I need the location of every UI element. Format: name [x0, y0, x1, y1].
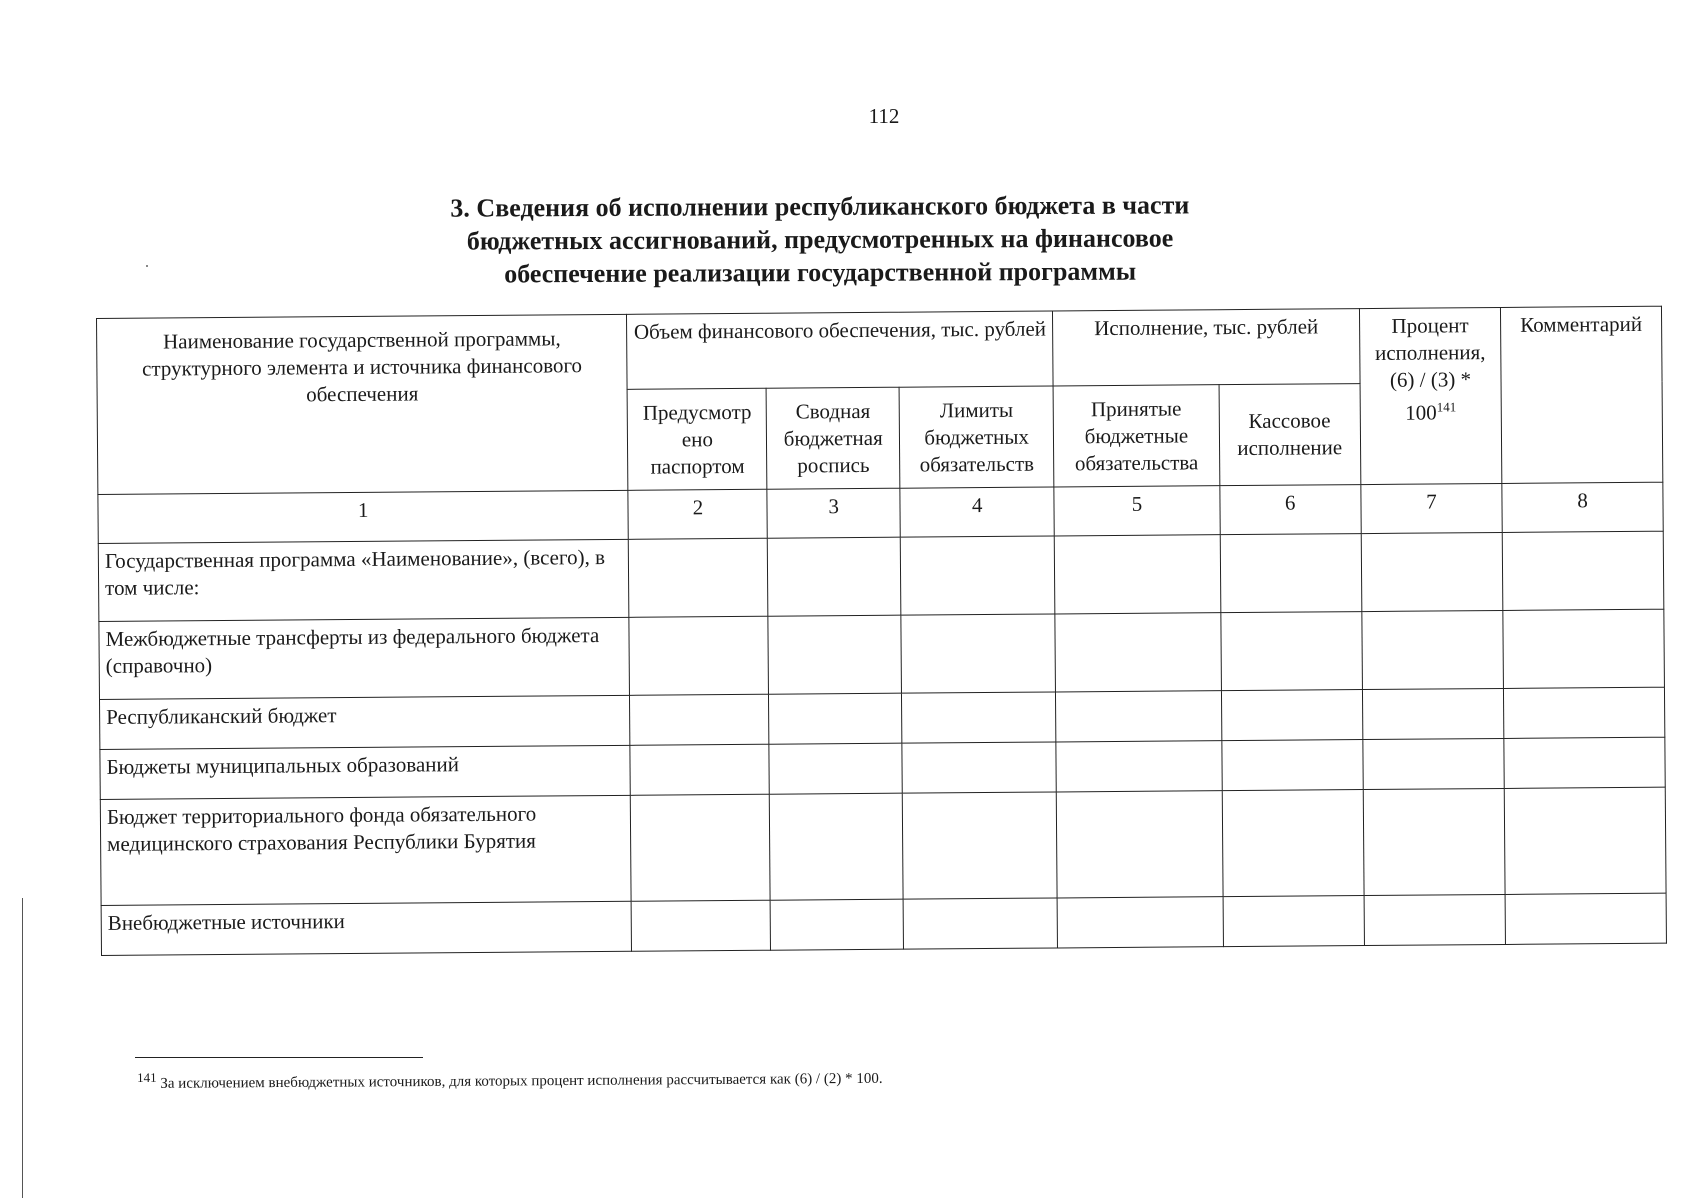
footnote-number: 141: [137, 1069, 157, 1085]
table-cell: [1364, 894, 1506, 945]
footnote: [137, 1065, 883, 1093]
table-cell: [769, 693, 902, 744]
column-number: 1: [98, 490, 629, 543]
table-cell: [902, 742, 1057, 793]
column-number: 2: [628, 489, 767, 539]
table-cell: [768, 615, 901, 694]
table-cell: [771, 899, 904, 950]
table-cell: [1056, 691, 1222, 742]
header-sub-limits: Лимиты бюджетных обязательств: [899, 386, 1054, 488]
column-number: 8: [1502, 482, 1663, 532]
budget-execution-table: [96, 306, 1667, 956]
table-cell: [1057, 897, 1223, 948]
table-cell: [1504, 787, 1666, 894]
budget-table-wrapper: [96, 306, 1667, 956]
table-cell: [1056, 741, 1222, 792]
scan-speck: [146, 265, 148, 267]
table-cell: [630, 694, 769, 745]
footnote-divider: [135, 1057, 423, 1058]
table-cell: [1363, 738, 1505, 789]
header-sub-summary: Сводная бюджетная роспись: [767, 387, 900, 489]
header-volume-group: Объем финансового обеспечения, тыс. рублей: [627, 311, 1054, 389]
table-cell: [631, 900, 770, 951]
table-cell: [1055, 613, 1221, 692]
table-cell: [1504, 687, 1665, 738]
page-number: 112: [868, 104, 900, 128]
table-cell: [1505, 893, 1666, 944]
table-cell: [1220, 612, 1362, 691]
row-label: Внебюджетные источники: [101, 901, 632, 955]
header-sub-accepted: Принятые бюджетные обязательства: [1053, 385, 1219, 487]
column-number: 3: [767, 488, 900, 538]
row-label: Республиканский бюджет: [99, 695, 630, 749]
table-cell: [1361, 532, 1503, 611]
table-cell: [1502, 531, 1663, 610]
table-cell: [768, 537, 901, 616]
section-title-line-1: 3. Сведения об исполнении республиканского бюджета в части: [450, 190, 1190, 223]
header-comment-col: Комментарий: [1501, 306, 1663, 483]
section-title-line-3: обеспечение реализации государственной программы: [504, 256, 1137, 289]
row-label: Межбюджетные трансферты из федерального бюджета (справочно): [99, 617, 630, 699]
table-cell: [630, 744, 769, 795]
table-cell: [1220, 534, 1362, 613]
table-cell: [1221, 690, 1363, 741]
table-cell: [1504, 737, 1665, 788]
row-label: Бюджеты муниципальных образований: [100, 745, 631, 799]
table-cell: [1363, 788, 1505, 895]
footnote-text: За исключением внебюджетных источников, для которых процент исполнения рассчитывается как (6) / (2) * 100.: [160, 1070, 883, 1092]
table-cell: [1223, 896, 1365, 947]
header-percent-col: [1359, 307, 1502, 484]
column-number: 5: [1054, 486, 1220, 536]
table-cell: [1362, 688, 1504, 739]
table-cell: [901, 614, 1056, 693]
table-cell: [1221, 740, 1363, 791]
row-label: Бюджет территориального фонда обязательного медицинского страхования Республики Бурятия: [100, 795, 631, 905]
header-sub-passport: Предусмотр ено паспортом: [627, 388, 767, 490]
table-cell: [629, 538, 769, 617]
table-cell: [1057, 791, 1223, 898]
header-percent-text: Процент исполнения, (6) / (3) * 100: [1374, 313, 1486, 425]
table-cell: [902, 792, 1057, 899]
table-cell: [629, 616, 769, 695]
column-number: 7: [1361, 483, 1503, 533]
footnote-ref-141: 141: [1436, 399, 1457, 415]
table-cell: [1362, 610, 1504, 689]
section-title: [300, 188, 1340, 292]
table-cell: [769, 743, 902, 794]
row-label: Государственная программа «Наименование», (всего), в том числе:: [98, 539, 629, 621]
header-execution-group: Исполнение, тыс. рублей: [1053, 309, 1360, 386]
scan-margin-line: [22, 898, 23, 1198]
table-row-federal-transfers: [99, 609, 1665, 699]
table-row-tfoms-budget: [100, 787, 1666, 905]
table-cell: [1222, 790, 1364, 897]
table-cell: [900, 536, 1055, 615]
section-title-line-2: бюджетных ассигнований, предусмотренных на финансовое: [466, 223, 1174, 256]
header-row-1: [97, 306, 1663, 393]
header-sub-cash: Кассовое исполнение: [1219, 384, 1361, 486]
table-cell: [902, 692, 1057, 743]
table-cell: [903, 898, 1058, 949]
table-cell: [1503, 609, 1664, 688]
table-cell: [770, 793, 903, 900]
column-number: 6: [1219, 485, 1361, 535]
header-name-col: Наименование государственной программы, структурного элемента и источника финансового обеспечения: [97, 314, 629, 494]
table-cell: [631, 794, 771, 901]
table-row-program-total: [98, 531, 1664, 621]
column-number: 4: [900, 487, 1055, 537]
table-cell: [1055, 535, 1221, 614]
